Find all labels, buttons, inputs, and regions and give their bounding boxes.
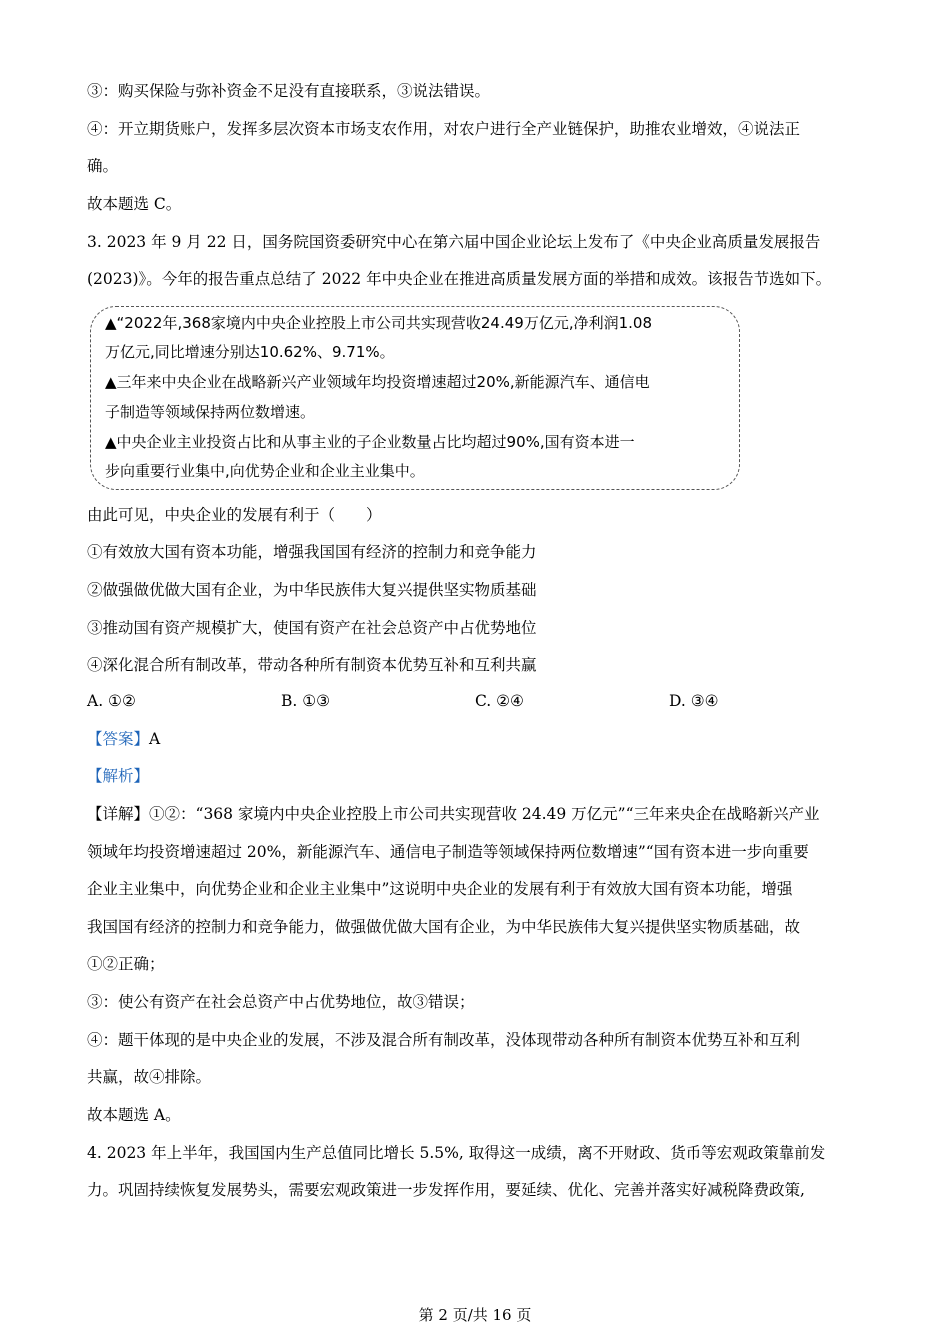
detail-line: 共赢，故④排除。 [87,1068,212,1086]
detail-line: 故本题选 A。 [87,1106,181,1124]
text-line: ③：购买保险与弥补资金不足没有直接联系，③说法错误。 [87,82,491,100]
detail-line: ①②正确； [87,955,165,973]
report-excerpt-box [90,306,740,490]
excerpt-line: 万亿元,同比增速分别达10.62%、9.71%。 [105,343,395,361]
analysis-heading [87,765,149,787]
statement: ②做强做优做大国有企业，为中华民族伟大复兴提供坚实物质基础 [87,581,537,599]
excerpt-line: ▲中央企业主业投资占比和从事主业的子企业数量占比均超过90%,国有资本进一 [105,433,635,451]
detail-line: 领域年均投资增速超过 20%，新能源汽车、通信电子制造等领域保持两位数增速”“国有资本进一步向重要 [87,843,809,861]
detail-line: 我国国有经济的控制力和竞争能力，做强做优做大国有企业，为中华民族伟大复兴提供坚实物质基础，故 [87,918,801,936]
answer-label: 【答案】 [87,730,150,748]
question-3-stem-cont: (2023)》。今年的报告重点总结了 2022 年中央企业在推进高质量发展方面的举措和成效。该报告节选如下。 [87,270,832,288]
option-c: C. ②④ [475,692,524,710]
question-3-stem: 3. 2023 年 9 月 22 日，国务院国资委研究中心在第六届中国企业论坛上发布了《中央企业高质量发展报告 [87,233,821,251]
detail-line [87,803,820,825]
excerpt-line: 子制造等领域保持两位数增速。 [105,403,316,421]
excerpt-line: 步向重要行业集中,向优势企业和企业主业集中。 [105,462,425,480]
detail-text: ①②：“368 家境内中央企业控股上市公司共实现营收 24.49 万亿元”“三年来央企在战略新兴产业 [149,805,820,823]
question-4-stem-cont: 力。巩固持续恢复发展势头，需要宏观政策进一步发挥作用，要延续、优化、完善并落实好减税降费政策, [87,1181,805,1199]
option-b: B. ①③ [281,692,331,710]
detail-line: ④：题干体现的是中央企业的发展，不涉及混合所有制改革，没体现带动各种所有制资本优势互补和互利 [87,1031,801,1049]
detail-line: ③：使公有资产在社会总资产中占优势地位，故③错误； [87,993,475,1011]
answer-line [87,728,160,750]
option-a: A. ①② [87,692,136,710]
statement: ①有效放大国有资本功能，增强我国国有经济的控制力和竞争能力 [87,543,537,561]
statement: ③推动国有资产规模扩大，使国有资产在社会总资产中占优势地位 [87,619,537,637]
detail-label: 【详解】 [87,805,150,823]
excerpt-line: ▲三年来中央企业在战略新兴产业领域年均投资增速超过20%,新能源汽车、通信电 [105,373,650,391]
text-line: 确。 [87,157,119,175]
excerpt-line: ▲“2022年,368家境内中央企业控股上市公司共实现营收24.49万亿元,净利润1.08 [105,314,652,332]
question-4-stem: 4. 2023 年上半年，我国国内生产总值同比增长 5.5%, 取得这一成绩，离不开财政、货币等宏观政策靠前发 [87,1144,826,1162]
question-prompt: 由此可见，中央企业的发展有利于（ ） [87,506,382,524]
statement: ④深化混合所有制改革，带动各种所有制资本优势互补和互利共赢 [87,656,537,674]
analysis-label: 【解析】 [87,767,150,785]
page-footer: 第 2 页/共 16 页 [418,1306,532,1324]
answer-value: A [149,730,161,748]
option-d: D. ③④ [669,692,719,710]
text-line: ④：开立期货账户，发挥多层次资本市场支农作用，对农户进行全产业链保护，助推农业增效，④说法正 [87,120,801,138]
text-line: 故本题选 C。 [87,195,182,213]
detail-line: 企业主业集中，向优势企业和企业主业集中”这说明中央企业的发展有利于有效放大国有资本功能，增强 [87,880,793,898]
